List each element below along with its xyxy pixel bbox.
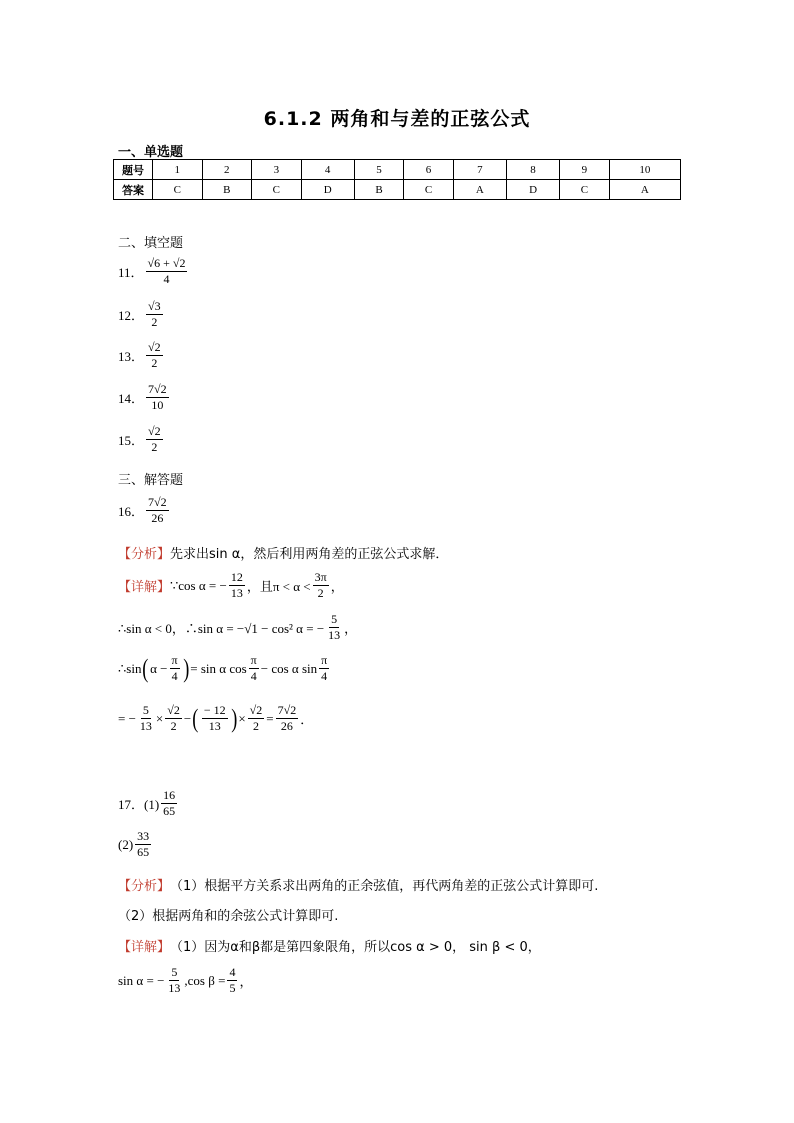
- math-text: =: [266, 710, 274, 726]
- numerator: √2: [167, 703, 180, 717]
- denominator: 4: [321, 669, 328, 683]
- table-cell: 7: [453, 160, 506, 180]
- math-text: ，: [239, 974, 253, 989]
- answer-q13: [118, 340, 165, 371]
- answer-q17-1: [118, 788, 179, 819]
- numerator: π: [171, 653, 178, 667]
- math-text: ,cos β =: [184, 972, 226, 988]
- fraction: [248, 703, 265, 734]
- question-number: 13．: [118, 349, 145, 364]
- fraction: [276, 703, 299, 734]
- fraction: [165, 703, 182, 734]
- numerator: 16: [163, 788, 176, 802]
- analysis-text: （2）根据两角和的余弦公式计算即可.: [118, 909, 339, 924]
- math-text: − cos α sin: [260, 660, 318, 676]
- math-text: = −: [118, 710, 136, 726]
- left-paren: (: [142, 653, 149, 683]
- denominator: 13: [208, 719, 221, 733]
- analysis-text: 先求出sin α，然后利用两角差的正弦公式求解．: [170, 547, 449, 562]
- denominator: 10: [151, 398, 164, 412]
- fraction: [146, 495, 169, 526]
- math-text: ．: [300, 712, 314, 727]
- analysis-tag: 【分析】: [118, 879, 171, 894]
- q16-detail-line2: [118, 612, 357, 643]
- q17-detail-line1: [118, 936, 541, 955]
- question-number: 15．: [118, 433, 145, 448]
- table-cell: A: [453, 180, 506, 200]
- detail-tag: 【详解】: [118, 580, 171, 595]
- denominator: 65: [163, 804, 176, 818]
- table-cell: C: [404, 180, 454, 200]
- numerator: 5: [171, 965, 178, 979]
- denominator: 4: [171, 669, 178, 683]
- part-number: (2): [118, 836, 134, 852]
- question-number: 17．(1): [118, 797, 160, 812]
- math-text: ，: [330, 579, 344, 594]
- table-cell: 5: [354, 160, 404, 180]
- denominator: 65: [137, 845, 150, 859]
- table-cell: C: [153, 180, 203, 200]
- numerator: 12: [230, 570, 243, 584]
- table-header: 答案: [114, 180, 153, 200]
- right-paren: ): [182, 653, 189, 683]
- fraction: [202, 703, 228, 734]
- right-paren: ): [230, 703, 238, 733]
- fraction: [227, 965, 237, 996]
- denominator: 2: [317, 586, 324, 600]
- fraction: [166, 965, 182, 996]
- q17-analysis: [118, 875, 598, 894]
- answer-q12: [118, 299, 165, 330]
- numerator: 5: [331, 612, 338, 626]
- math-text: ，且π < α <: [246, 579, 311, 594]
- numerator: 3π: [314, 570, 327, 584]
- table-cell: 2: [202, 160, 252, 180]
- math-text: ∴sin: [118, 660, 142, 676]
- denominator: 13: [168, 981, 181, 995]
- table-cell: B: [354, 180, 404, 200]
- numerator: √6 + √2: [147, 256, 186, 270]
- denominator: 4: [163, 272, 170, 286]
- table-header: 题号: [114, 160, 153, 180]
- fraction: [326, 612, 342, 643]
- denominator: 26: [151, 511, 164, 525]
- numerator: 4: [229, 965, 236, 979]
- denominator: 13: [139, 719, 152, 733]
- numerator: √2: [249, 703, 263, 717]
- section-solutions: 三、解答题: [118, 473, 184, 488]
- numerator: 33: [137, 829, 150, 843]
- table-cell: 8: [506, 160, 559, 180]
- math-text: ，: [344, 621, 358, 636]
- fraction: [249, 653, 259, 684]
- q16-analysis: [118, 543, 448, 562]
- answer-q11: [118, 256, 189, 287]
- table-cell: 1: [153, 160, 203, 180]
- table-cell: A: [609, 180, 680, 200]
- numerator: − 12: [203, 703, 226, 717]
- answer-table: [113, 159, 681, 200]
- math-text: sin α = −: [118, 972, 165, 988]
- answer-q14: [118, 382, 171, 413]
- math-text: ∵cos α = −: [170, 577, 227, 593]
- fraction: [135, 829, 151, 860]
- fraction: [170, 653, 180, 684]
- math-text: = sin α cos: [190, 660, 247, 676]
- question-number: 14．: [118, 391, 145, 406]
- numerator: √3: [148, 299, 161, 313]
- table-cell: C: [252, 180, 302, 200]
- detail-text: （1）因为α和β都是第四象限角，所以cos α > 0， sin β < 0，: [170, 940, 541, 955]
- table-row: [114, 180, 681, 200]
- table-row: [114, 160, 681, 180]
- answer-q15: [118, 424, 165, 455]
- numerator: √2: [148, 424, 161, 438]
- math-text: ∴sin α < 0，∴sin α = −√1 − cos² α = −: [118, 621, 325, 636]
- math-text: ×: [238, 710, 246, 726]
- numerator: √2: [148, 340, 161, 354]
- analysis-tag: 【分析】: [118, 547, 171, 562]
- numerator: 7√2: [148, 495, 167, 509]
- fraction: [146, 340, 163, 371]
- denominator: 5: [229, 981, 236, 995]
- table-cell: 4: [301, 160, 354, 180]
- fraction: [146, 382, 169, 413]
- fraction: [146, 256, 188, 287]
- table-cell: 6: [404, 160, 454, 180]
- section-single-choice: 一、单选题: [118, 145, 184, 160]
- denominator: 4: [250, 669, 257, 683]
- denominator: 2: [252, 719, 259, 733]
- denominator: 2: [151, 356, 158, 370]
- table-cell: D: [506, 180, 559, 200]
- question-number: 16．: [118, 504, 145, 519]
- table-cell: 10: [609, 160, 680, 180]
- numerator: 7√2: [148, 382, 167, 396]
- page-title: 6.1.2 两角和与差的正弦公式: [263, 108, 531, 130]
- q16-detail-line4: [118, 703, 313, 734]
- numerator: π: [250, 653, 257, 667]
- fraction: [161, 788, 177, 819]
- denominator: 13: [328, 628, 341, 642]
- math-text: ×: [155, 710, 164, 726]
- table-cell: B: [202, 180, 252, 200]
- table-cell: 3: [252, 160, 302, 180]
- analysis-text: （1）根据平方关系求出两角的正余弦值，再代两角差的正弦公式计算即可.: [170, 879, 599, 894]
- math-text: −: [183, 710, 192, 726]
- q17-detail-line2: [118, 965, 252, 996]
- fraction: [146, 299, 163, 330]
- numerator: π: [321, 653, 328, 667]
- answer-q16: [118, 495, 171, 526]
- fraction: [146, 424, 163, 455]
- detail-tag: 【详解】: [118, 940, 171, 955]
- q17-analysis-2: [118, 905, 338, 924]
- question-number: 11．: [118, 265, 144, 280]
- numerator: 7√2: [277, 703, 297, 717]
- table-cell: 9: [560, 160, 610, 180]
- denominator: 13: [230, 586, 243, 600]
- q16-detail-line3: [118, 653, 331, 684]
- denominator: 2: [151, 315, 158, 329]
- section-fill-blank: 二、填空题: [118, 236, 184, 251]
- fraction: [313, 570, 329, 601]
- denominator: 2: [151, 440, 158, 454]
- q16-detail-line1: [118, 570, 344, 601]
- fraction: [138, 703, 154, 734]
- table-cell: C: [560, 180, 610, 200]
- answer-q17-2: [118, 829, 153, 860]
- numerator: 5: [142, 703, 149, 717]
- fraction: [229, 570, 245, 601]
- math-text: α −: [150, 660, 168, 676]
- question-number: 12．: [118, 308, 145, 323]
- denominator: 2: [170, 719, 177, 733]
- denominator: 26: [280, 719, 293, 733]
- fraction: [319, 653, 329, 684]
- table-cell: D: [301, 180, 354, 200]
- left-paren: (: [192, 703, 199, 733]
